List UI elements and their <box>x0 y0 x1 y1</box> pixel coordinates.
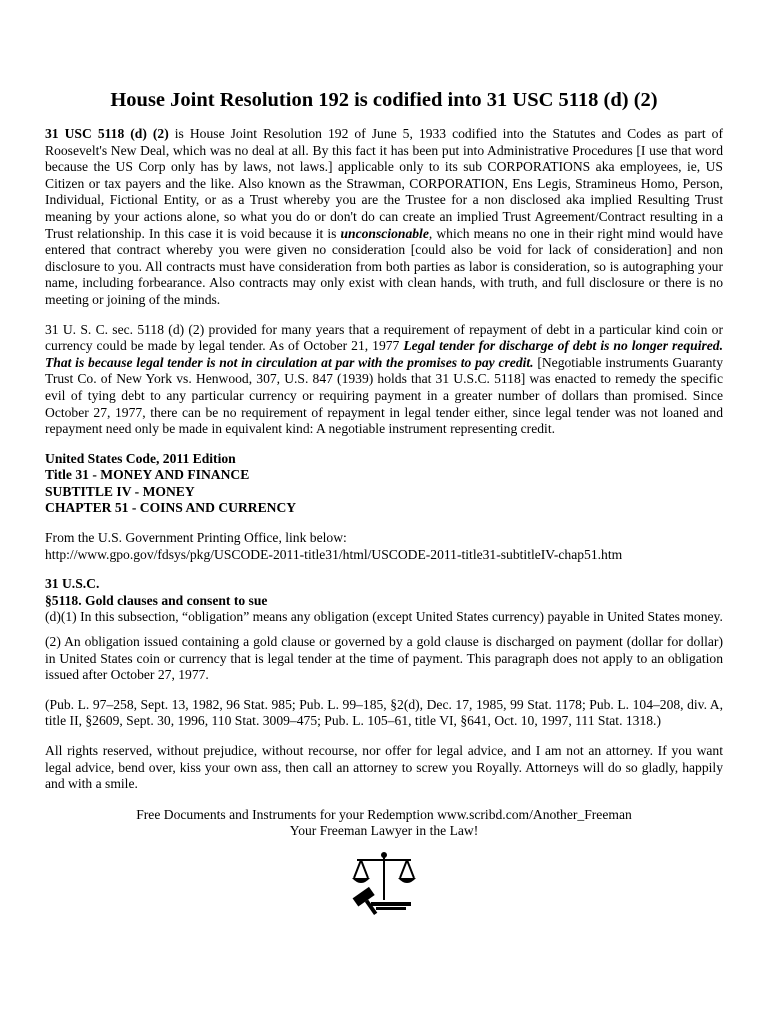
legal-tender-text-b: [Negotiable instruments Guaranty Trust Co. of New York vs. Henwood, 307, U.S. 847 (1939) holds that 31 U.S.C. 5118] was enacted to remedy the specific evil of tying debt to any particular currency or requiring payment in a greater number of dollars than promised. Since October 27, 1977, there can be no requirement of repayment in legal tender either, since legal tender was not loaned and repayment need only be made in equivalent kind: A negotiable instrument representing credit. <box>45 354 724 437</box>
scales-of-justice-gavel-icon <box>349 850 419 916</box>
footer-line-1: Free Documents and Instruments for your Redemption www.scribd.com/Another_Freeman <box>136 806 632 822</box>
source-intro: From the U.S. Government Printing Office, link below: <box>45 530 347 546</box>
section-history: (Pub. L. 97–258, Sept. 13, 1982, 96 Stat. 985; Pub. L. 99–185, §2(d), Dec. 17, 1985, 99 Stat. 1178; Pub. L. 104–208, div. A, title II, §2609, Sept. 30, 1996, 110 Stat. 3009–475; Pub. L. 105–61, title VI, §641, Oct. 10, 1997, 111 Stat. 1318.) <box>45 696 723 729</box>
legal-tender-text-a: 31 U. S. C. sec. 5118 (d) (2) provided for many years that a requirement of repayment of debt in a particular kind coin or currency could be made by legal tender. As of October 21, 1977 <box>45 321 723 354</box>
intro-emphasis: unconscionable <box>340 225 429 241</box>
section-code: 31 U.S.C. <box>45 576 100 592</box>
section-heading: §5118. Gold clauses and consent to sue <box>45 592 268 608</box>
intro-lead-citation: 31 USC 5118 (d) (2) <box>45 126 169 141</box>
footer <box>45 807 723 840</box>
code-chapter: CHAPTER 51 - COINS AND CURRENCY <box>45 500 297 516</box>
intro-text-b: , which means no one in their right mind would have entered that contract whereby you were given no consideration [could also be void for lack of consideration] and non disclosure to you. All contracts must have consideration from both parties as labor is consideration, so is autographing your name, including forbearance. Also contracts may only exist with clean hands, with truth, and full disclosure or there is no meeting or joining of the minds. <box>45 225 723 307</box>
source-url: http://www.gpo.gov/fdsys/pkg/USCODE-2011-title31/html/USCODE-2011-title31-subtitleIV-chap51.htm <box>45 546 623 562</box>
code-subtitle: SUBTITLE IV - MONEY <box>45 483 195 499</box>
disclaimer: All rights reserved, without prejudice, without recourse, nor offer for legal advice, and I am not an attorney. If you want legal advice, bend over, kiss your own ass, then call an attorney to screw you Royally. Attorneys will do so gladly, happily and with a smile. <box>45 743 723 792</box>
source-block <box>45 530 723 563</box>
code-edition: United States Code, 2011 Edition <box>45 450 236 466</box>
paragraph-legal-tender <box>45 322 723 438</box>
section-block <box>45 576 723 626</box>
legal-tender-emphasis: Legal tender for discharge of debt is no longer required. That is because legal tender is not in circulation at par with the promises to pay credit. <box>45 338 723 370</box>
code-header <box>45 451 723 517</box>
footer-line-2: Your Freeman Lawyer in the Law! <box>289 823 479 839</box>
code-title: Title 31 - MONEY AND FINANCE <box>45 467 250 483</box>
document-title: House Joint Resolution 192 is codified into 31 USC 5118 (d) (2) <box>110 89 658 111</box>
paragraph-intro <box>45 126 723 309</box>
intro-text-a: is House Joint Resolution 192 of June 5, 1933 codified into the Statutes and Codes as part of Roosevelt's New Deal, which was no deal at all. By this fact it has been put into Administrative Procedures [I use that word because the US Corp only has by laws, not laws.] applicable only to its sub CORPORATIONS aka employees, ie, US Citizen or tax payers and the like. Also known as the Strawman, CORPORATION, Ens Legis, Stramineus Homo, Person, Individual, Fictional Entity, or as a Trust whereby you are the Trustee for a non disclosed aka implied Resulting Trust meaning by your actions alone, so what you do or don't do can create an implied Trust Agreement/Contract resulting in a Trust relationship. In this case it is void because it is <box>45 126 723 241</box>
section-d2: (2) An obligation issued containing a gold clause or governed by a gold clause is discharged on payment (dollar for dollar) in United States coin or currency that is legal tender at the time of payment. This paragraph does not apply to an obligation issued after October 27, 1977. <box>45 634 723 683</box>
section-d1: (d)(1) In this subsection, “obligation” means any obligation (except United States currency) payable in United States money. <box>45 609 723 625</box>
